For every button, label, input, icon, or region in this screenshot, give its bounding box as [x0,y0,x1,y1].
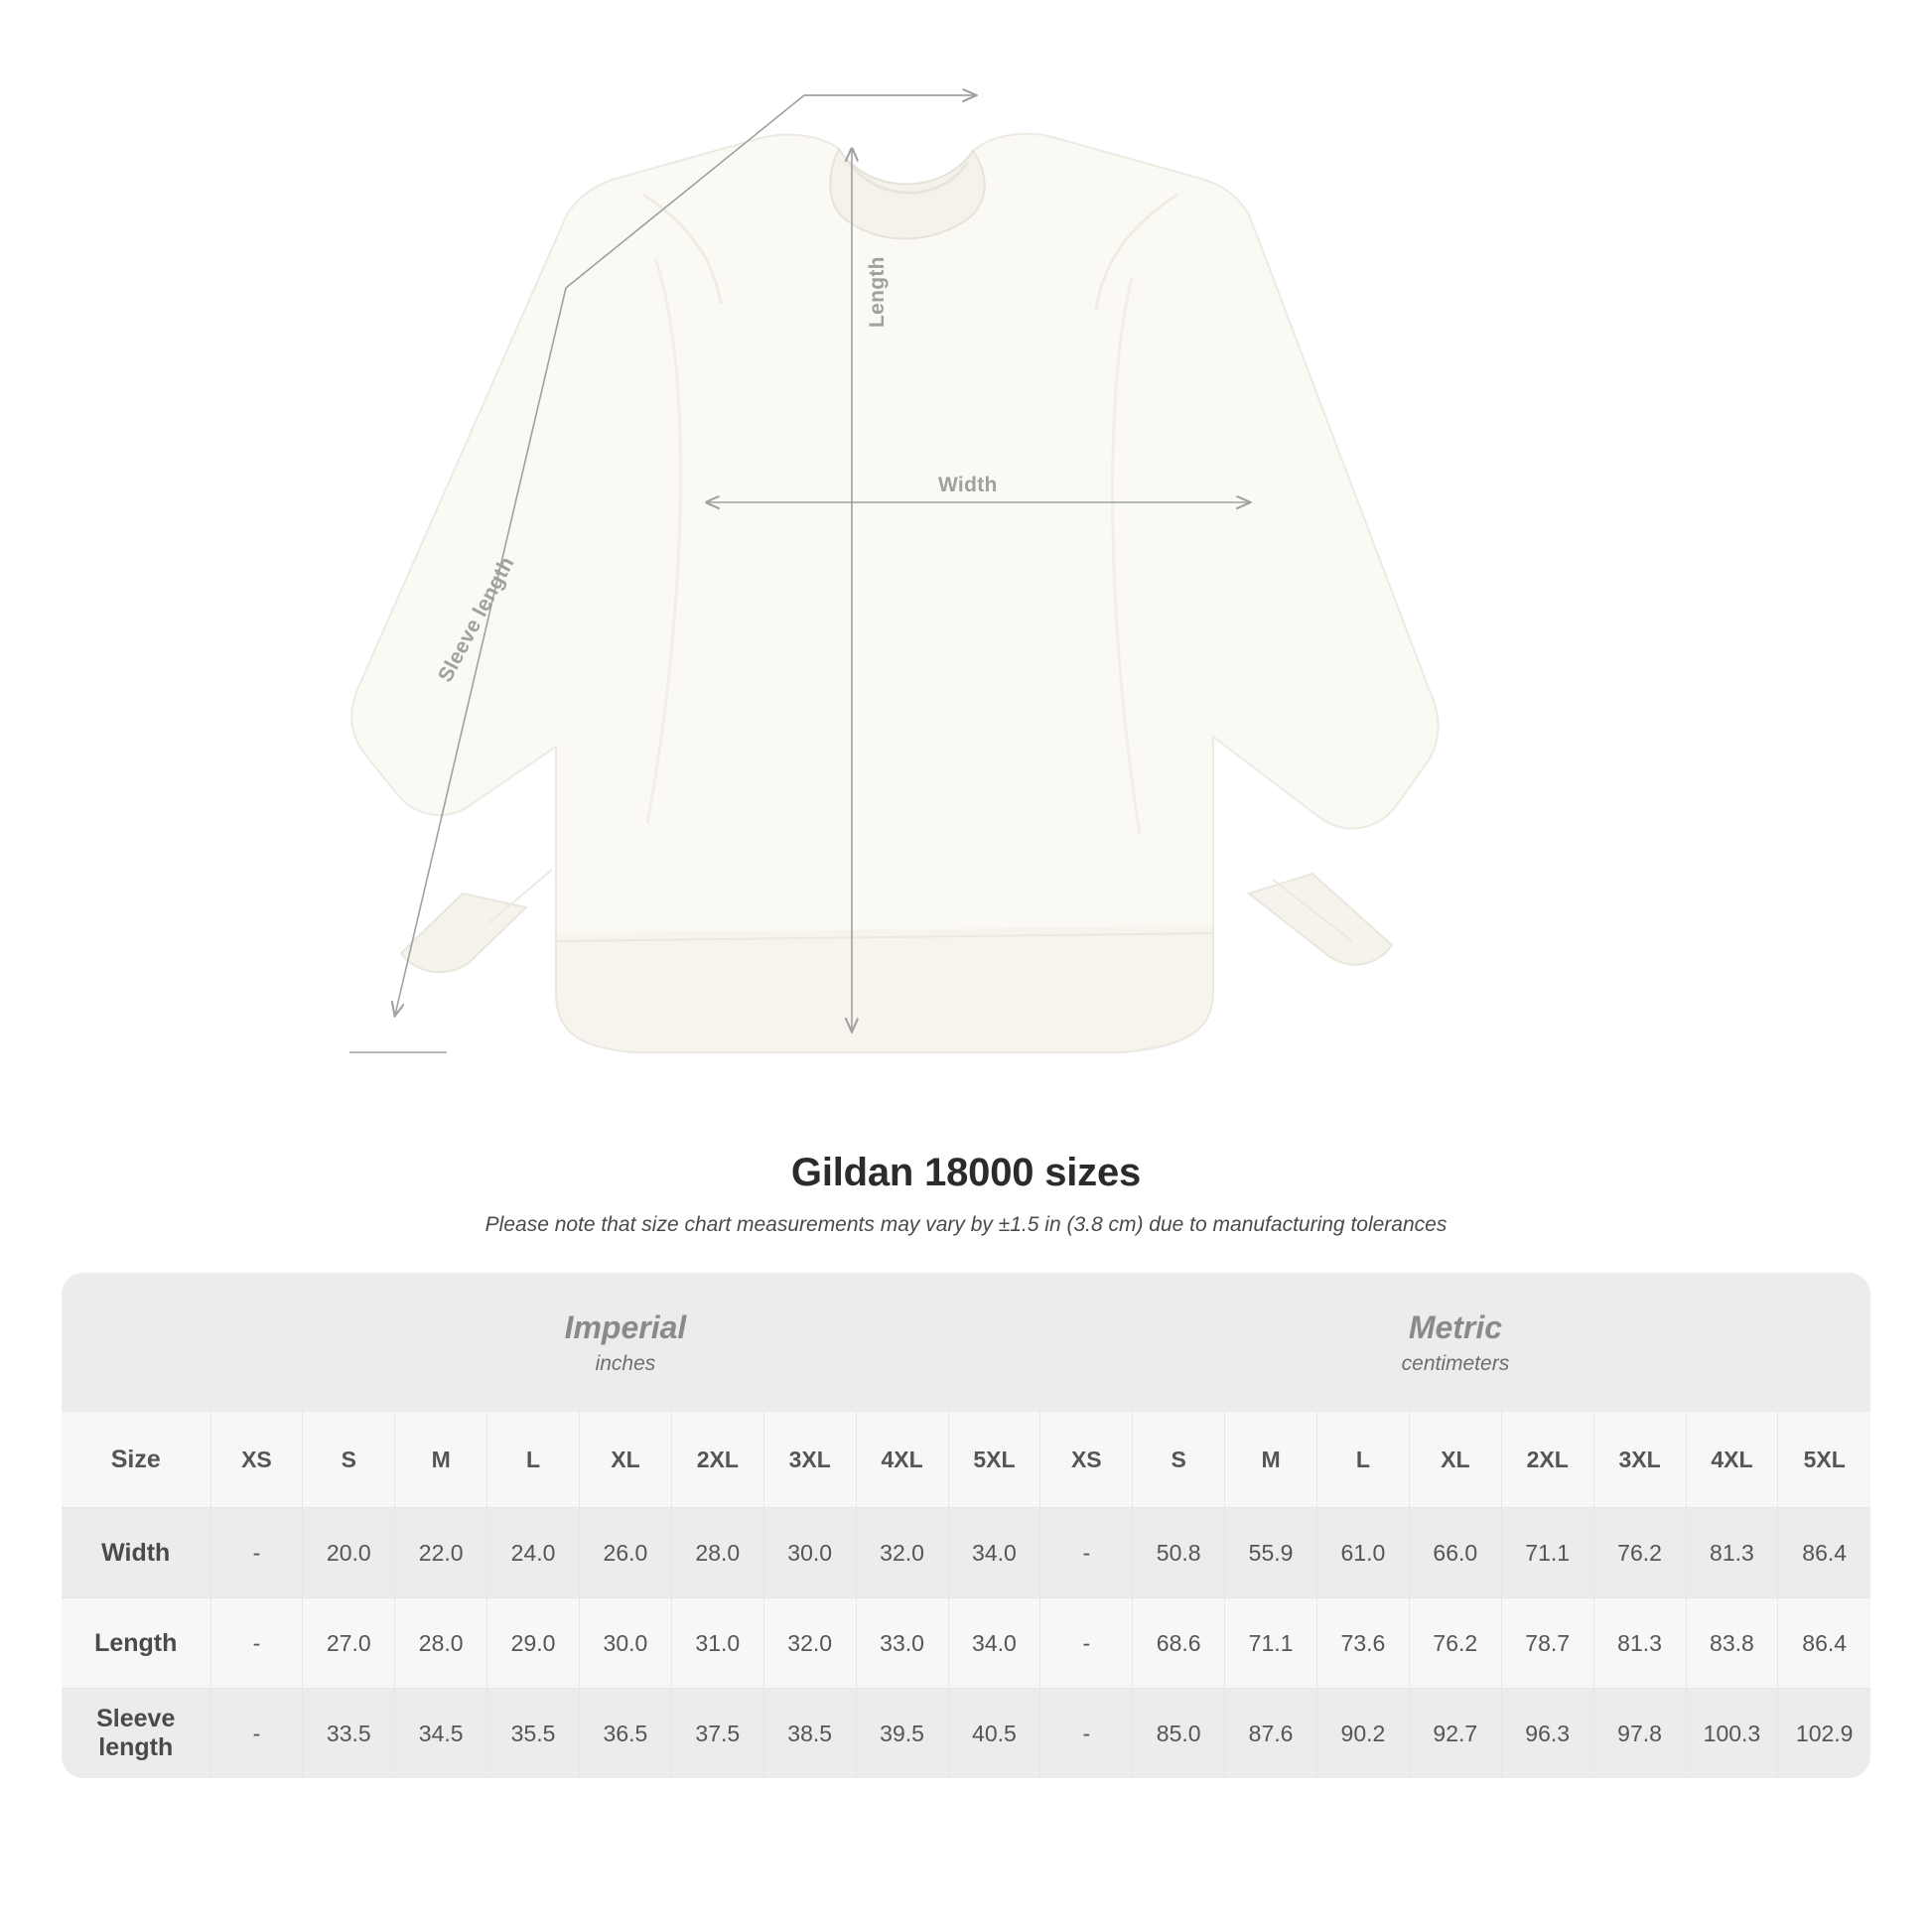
sleeve-l-cm: 90.2 [1317,1689,1410,1779]
length-2xl-in: 31.0 [671,1598,763,1689]
width-l-cm: 61.0 [1317,1508,1410,1598]
table-row [62,1689,1870,1779]
width-2xl-cm: 71.1 [1501,1508,1593,1598]
length-xs-cm: - [1040,1598,1133,1689]
title-block [0,1151,1932,1237]
sleeve-length-label: Sleeve length [434,553,519,686]
width-2xl-in: 28.0 [671,1508,763,1598]
header-col-7: 4XL [856,1412,948,1508]
sleeve-5xl-in: 40.5 [948,1689,1040,1779]
sleeve-m-in: 34.5 [395,1689,487,1779]
header-col-0: XS [210,1412,303,1508]
header-col-1: S [303,1412,395,1508]
header-size: Size [62,1412,210,1508]
header-col-4: XL [580,1412,672,1508]
unit-metric-sub: centimeters [1401,1352,1510,1376]
header-col-11: M [1225,1412,1317,1508]
unit-imperial [210,1273,1040,1412]
table-row [62,1598,1870,1689]
sleeve-s-cm: 85.0 [1133,1689,1225,1779]
sleeve-xl-in: 36.5 [580,1689,672,1779]
width-m-cm: 55.9 [1225,1508,1317,1598]
width-s-cm: 50.8 [1133,1508,1225,1598]
sleeve-m-cm: 87.6 [1225,1689,1317,1779]
length-2xl-cm: 78.7 [1501,1598,1593,1689]
sleeve-xs-cm: - [1040,1689,1133,1779]
length-5xl-in: 34.0 [948,1598,1040,1689]
sleeve-xs-in: - [210,1689,303,1779]
length-label: Length [866,256,889,328]
header-col-15: 3XL [1593,1412,1686,1508]
unit-imperial-sub: inches [595,1352,656,1376]
sleeve-4xl-cm: 100.3 [1686,1689,1778,1779]
header-col-12: L [1317,1412,1410,1508]
length-s-in: 27.0 [303,1598,395,1689]
sleeve-s-in: 33.5 [303,1689,395,1779]
length-xl-cm: 76.2 [1409,1598,1501,1689]
length-4xl-in: 33.0 [856,1598,948,1689]
row-label-sleeve-length: Sleeve length [62,1689,210,1779]
width-4xl-in: 32.0 [856,1508,948,1598]
width-5xl-in: 34.0 [948,1508,1040,1598]
unit-header-row [62,1273,1870,1412]
sleeve-2xl-in: 37.5 [671,1689,763,1779]
sleeve-4xl-in: 39.5 [856,1689,948,1779]
header-col-2: M [395,1412,487,1508]
unit-metric-name: Metric [1408,1309,1503,1345]
header-col-10: S [1133,1412,1225,1508]
length-xs-in: - [210,1598,303,1689]
header-col-5: 2XL [671,1412,763,1508]
length-l-cm: 73.6 [1317,1598,1410,1689]
width-xl-cm: 66.0 [1409,1508,1501,1598]
width-3xl-in: 30.0 [763,1508,856,1598]
sleeve-5xl-cm: 102.9 [1778,1689,1870,1779]
length-l-in: 29.0 [487,1598,580,1689]
width-xs-in: - [210,1508,303,1598]
sleeve-xl-cm: 92.7 [1409,1689,1501,1779]
row-label-width: Width [62,1508,210,1598]
sleeve-2xl-cm: 96.3 [1501,1689,1593,1779]
header-col-6: 3XL [763,1412,856,1508]
size-table-container [62,1273,1870,1778]
width-xs-cm: - [1040,1508,1133,1598]
row-label-length: Length [62,1598,210,1689]
width-3xl-cm: 76.2 [1593,1508,1686,1598]
tolerance-note: Please note that size chart measurements may vary by ±1.5 in (3.8 cm) due to manufacturing tolerances [484,1213,1448,1236]
length-3xl-cm: 81.3 [1593,1598,1686,1689]
length-m-cm: 71.1 [1225,1598,1317,1689]
header-col-8: 5XL [948,1412,1040,1508]
header-col-9: XS [1040,1412,1133,1508]
unit-header-spacer [62,1273,210,1412]
width-s-in: 20.0 [303,1508,395,1598]
table-row [62,1508,1870,1598]
header-col-3: L [487,1412,580,1508]
length-xl-in: 30.0 [580,1598,672,1689]
width-m-in: 22.0 [395,1508,487,1598]
length-3xl-in: 32.0 [763,1598,856,1689]
width-label: Width [938,474,998,496]
width-l-in: 24.0 [487,1508,580,1598]
page-title: Gildan 18000 sizes [790,1151,1142,1194]
table-header-row [62,1412,1870,1508]
length-m-in: 28.0 [395,1598,487,1689]
header-col-13: XL [1409,1412,1501,1508]
length-4xl-cm: 83.8 [1686,1598,1778,1689]
sleeve-3xl-in: 38.5 [763,1689,856,1779]
header-col-17: 5XL [1778,1412,1870,1508]
sleeve-l-in: 35.5 [487,1689,580,1779]
header-col-16: 4XL [1686,1412,1778,1508]
size-table [62,1273,1870,1778]
length-5xl-cm: 86.4 [1778,1598,1870,1689]
sleeve-3xl-cm: 97.8 [1593,1689,1686,1779]
unit-imperial-name: Imperial [564,1309,687,1345]
sweatshirt-shape [351,134,1438,1052]
length-s-cm: 68.6 [1133,1598,1225,1689]
width-xl-in: 26.0 [580,1508,672,1598]
width-4xl-cm: 81.3 [1686,1508,1778,1598]
unit-metric [1040,1273,1870,1412]
header-col-14: 2XL [1501,1412,1593,1508]
width-5xl-cm: 86.4 [1778,1508,1870,1598]
